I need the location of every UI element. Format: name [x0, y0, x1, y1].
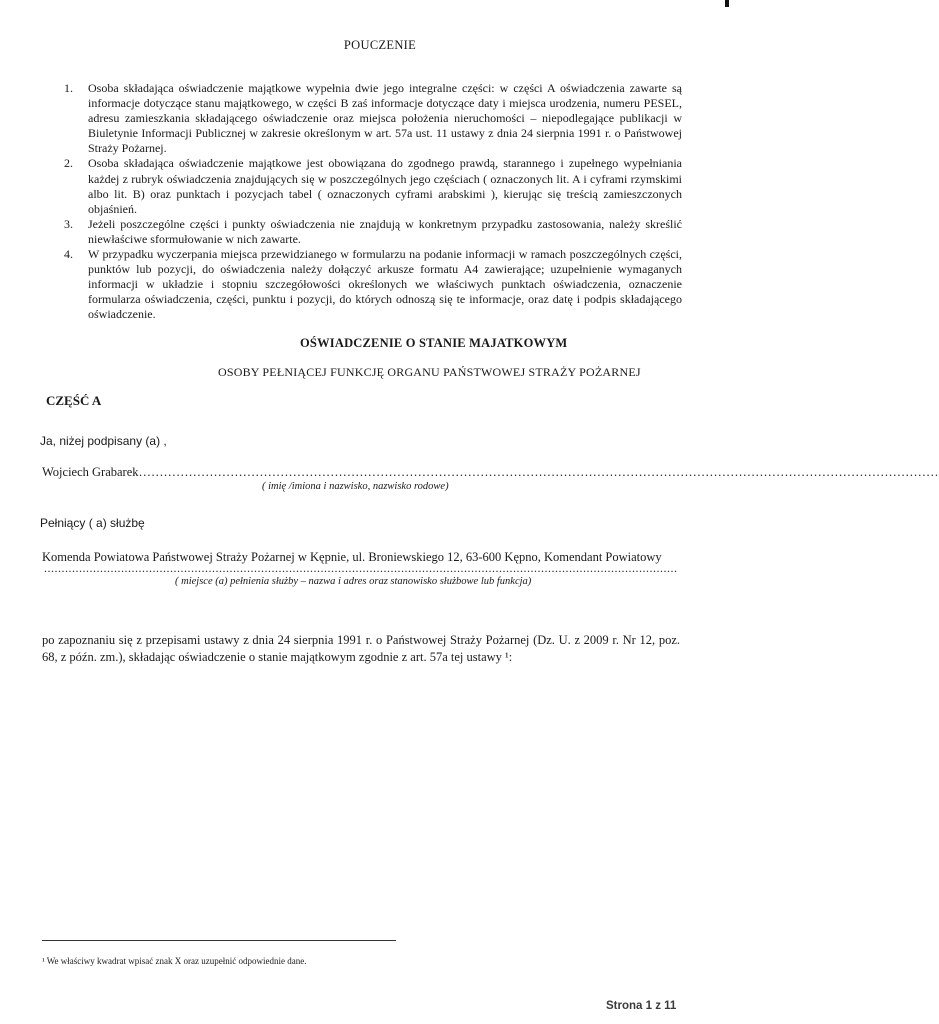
footnote-divider [42, 940, 396, 941]
service-place-dotted-line: ..................................................................................................................................................................................... [44, 561, 678, 575]
notice-list [60, 81, 682, 323]
service-place-value: Komenda Powiatowa Państwowej Straży Pożarnej w Kępnie, ul. Broniewskiego 12, 63-600 Kępno, Komendant Powiatowy [42, 550, 662, 564]
notice-item-number: 3. [64, 216, 73, 231]
notice-item-number: 2. [64, 156, 73, 171]
declarant-name-value: Wojciech Grabarek [42, 465, 139, 479]
part-a-label: CZĘŚĆ A [46, 393, 102, 408]
declarant-intro: Ja, niżej podpisany (a) , [40, 434, 167, 448]
name-field-caption: ( imię /imiona i nazwisko, nazwisko rodowe) [262, 481, 449, 492]
notice-title: POUCZENIE [343, 38, 417, 52]
footnote-text: ¹ We właściwy kwadrat wpisać znak X oraz uzupełnić odpowiednie dane. [42, 956, 307, 966]
service-label: Pełniący ( a) służbę [40, 516, 145, 530]
declaration-title: OŚWIADCZENIE O STANIE MAJATKOWYM [300, 336, 568, 350]
notice-item-text: Osoba składająca oświadczenie majątkowe wypełnia dwie jego integralne części: w części A oświadczenia zawarte są informacje dotyczące stanu majątkowego, w części B zaś informacje dotyczące daty i miejsca urodzenia, numeru PESEL, adresu zamieszkania składającego oświadczenie oraz miejsca położenia nieruchomości – niepodlegające publikacji w Biuletynie Informacji Publicznej w zakresie określonym w art. 57a ust. 11 ustawy z dnia 24 sierpnia 1991 r. o Państwowej Straży Pożarnej. [88, 81, 682, 156]
service-place-caption: ( miejsce (a) pełnienia służby – nazwa i adres oraz stanowisko służbowe lub funkcja) [175, 576, 532, 587]
notice-item [60, 247, 682, 322]
statement-paragraph: po zapoznaniu się z przepisami ustawy z dnia 24 sierpnia 1991 r. o Państwowej Straży Pożarnej (Dz. U. z 2009 r. Nr 12, poz. 68, z późn. zm.), składając oświadczenie o stanie majątkowym zgodnie z art. 57a tej ustawy ¹: [42, 633, 680, 664]
notice-item [60, 81, 682, 156]
scan-edge-mark [725, 0, 729, 7]
notice-item [60, 217, 682, 247]
notice-item-text: W przypadku wyczerpania miejsca przewidzianego w formularzu na podanie informacji w ramach poszczególnych części, punktów lub pozycji, do oświadczenia należy dołączyć arkusze formatu A4 zawierające; uzupełnienie wymaganych informacji w układzie i stopniu szczegółowości określonych we właściwych punktach oświadczenia, oznaczenie formularza oświadczenia, części, punktu i pozycji, do których odnoszą się te informacje, oraz datę i podpis składającego oświadczenie. [88, 247, 682, 322]
page-number: Strona 1 z 11 [606, 1000, 677, 1012]
declaration-subtitle: OSOBY PEŁNIĄCEJ FUNKCJĘ ORGANU PAŃSTWOWEJ STRAŻY POŻARNEJ [218, 365, 641, 379]
notice-item-text: Osoba składająca oświadczenie majątkowe jest obowiązana do zgodnego prawdą, starannego i zupełnego wypełniania każdej z rubryk oświadczenia znajdujących się w poszczególnych jego częściach ( oznaczonych lit. A i cyframi rzymskimi albo lit. B) oraz punktach i pozycjach tabel ( oznaczonych cyframi arabskimi ), kierując się treścią zamieszczonych objaśnień. [88, 156, 682, 216]
name-dotted-fill: ………………………………………………………………………………………………………………………………………………………………………… [138, 465, 939, 479]
notice-item [60, 156, 682, 216]
notice-item-number: 1. [64, 81, 73, 95]
notice-item-number: 4. [64, 247, 73, 262]
declarant-name-field [42, 465, 939, 480]
notice-item-text: Jeżeli poszczególne części i punkty oświadczenia nie znajdują w konkretnym przypadku zastosowania, należy skreślić niewłaściwe sformułowanie w nich zawarte. [88, 216, 682, 246]
